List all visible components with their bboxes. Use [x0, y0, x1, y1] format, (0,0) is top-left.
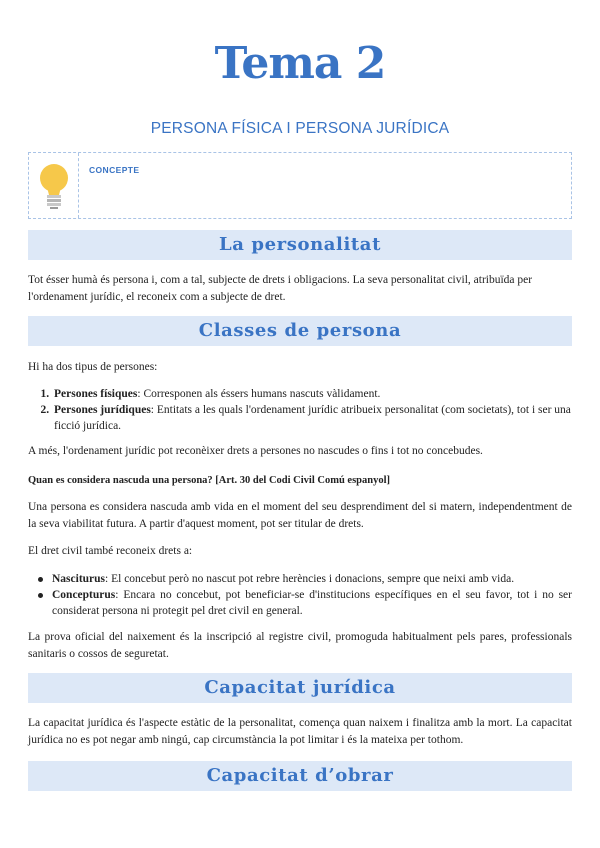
list-item — [52, 587, 572, 619]
birth-proof-paragraph: La prova oficial del naixement és la inscripció al registre civil, promoguda habitualment pels pares, professionals sanitaris o cossos de seguretat. — [28, 631, 572, 660]
rights-list — [28, 571, 572, 619]
classes-intro: Hi ha dos tipus de persones: — [28, 361, 158, 373]
section-heading-capacitat-obrar: Capacitat d’obrar — [28, 761, 572, 791]
concept-box — [28, 152, 572, 219]
page-title: Tema 2 — [214, 38, 386, 89]
list-item — [52, 386, 572, 402]
classes-answer: Una persona es considera nascuda amb vida en el moment del seu desprendiment del si matern, independentment de la seva viabilitat futura. A partir d'aquest moment, pot ser titular de drets. — [28, 501, 572, 530]
section-heading-classes: Classes de persona — [28, 316, 572, 346]
list-item-term: Persones físiques — [54, 388, 138, 400]
concept-icon-cell — [29, 153, 79, 218]
personalitat-paragraph: Tot ésser humà és persona i, com a tal, subjecte de drets i obligacions. La seva personalitat civil, atribuïda per l'ordenament jurídic, el reconeix com a subjecte de dret. — [28, 274, 533, 303]
list-item-term: Nasciturus — [52, 573, 106, 585]
list-item — [52, 402, 572, 434]
lightbulb-icon — [38, 161, 70, 211]
capacitat-juridica-paragraph: La capacitat jurídica és l'aspecte estàtic de la personalitat, comença quan naixem i finalitza amb la mort. La capacitat jurídica no es pot negar amb ningú, cap circumstància la pot limitar i és la mateixa per tothom. — [28, 717, 572, 746]
list-item-desc: : El concebut però no nascut pot rebre herències i donacions, sempre que neixi amb vida. — [105, 573, 515, 585]
rights-intro: El dret civil també reconeix drets a: — [28, 545, 193, 557]
list-item — [52, 571, 572, 587]
classes-question: Quan es considera nascuda una persona? [Art. 30 del Codi Civil Comú espanyol] — [28, 475, 390, 486]
list-item-desc: : Entitats a les quals l'ordenament jurídic atribueix personalitat (com societats), tot i ser una ficció jurídica. — [54, 404, 571, 432]
list-item-term: Persones jurídiques — [54, 404, 151, 416]
person-types-list — [28, 386, 572, 434]
list-item-term: Concepturus — [52, 589, 116, 601]
list-item-desc: : Encara no concebut, pot beneficiar-se d'institucions específiques en el seu favor, tot i no ser considerat persona ni protegit pel dret civil en general. — [52, 589, 572, 617]
classes-extra: A més, l'ordenament jurídic pot reconèixer drets a persones no nascudes o fins i tot no concebudes. — [28, 445, 483, 457]
page-subtitle: PERSONA FÍSICA I PERSONA JURÍDICA — [150, 120, 450, 137]
concept-label: CONCEPTE — [89, 165, 140, 175]
list-item-desc: : Corresponen als éssers humans nascuts vàlidament. — [137, 388, 381, 400]
section-heading-capacitat-juridica: Capacitat jurídica — [28, 673, 572, 703]
section-heading-personalitat: La personalitat — [28, 230, 572, 260]
